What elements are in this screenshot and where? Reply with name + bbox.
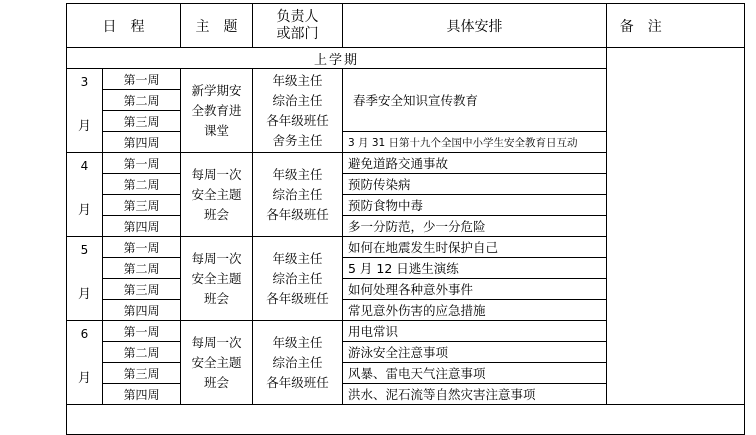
activity-cell: 洪水、泥石流等自然灾害注意事项 [343,384,607,405]
week-cell: 第一周 [103,237,181,258]
owner-cell: 年级主任 综治主任 各年级班任 [253,153,343,237]
activity-cell: 如何处理各种意外事件 [343,279,607,300]
week-cell: 第一周 [103,69,181,90]
header-plan: 具体安排 [343,4,607,48]
week-cell: 第二周 [103,90,181,111]
month-cell-june: 6 月 [67,321,103,405]
owner-cell: 年级主任 综治主任 各年级班任 [253,237,343,321]
topic-cell: 每周一次安全主题班会 [181,237,253,321]
activity-cell: 常见意外伤害的应急措施 [343,300,607,321]
activity-cell: 多一分防范，少一分危险 [343,216,607,237]
activity-cell: 如何在地震发生时保护自己 [343,237,607,258]
month-cell-may: 5 月 [67,237,103,321]
week-cell: 第四周 [103,132,181,153]
owner-cell: 年级主任 综治主任 各年级班任 [253,321,343,405]
header-row [67,4,745,48]
topic-cell: 新学期安全教育进课堂 [181,69,253,153]
week-cell: 第二周 [103,258,181,279]
activity-cell: 预防食物中毒 [343,195,607,216]
safety-schedule-table [66,3,745,435]
activity-cell: 5 月 12 日逃生演练 [343,258,607,279]
week-cell: 第三周 [103,195,181,216]
week-cell: 第三周 [103,363,181,384]
activity-cell: 春季安全知识宣传教育 [343,69,607,132]
table-row [67,405,745,435]
activity-cell: 游泳安全注意事项 [343,342,607,363]
activity-cell: 风暴、雷电天气注意事项 [343,363,607,384]
header-owner: 负责人 或部门 [253,4,343,48]
activity-cell: 用电常识 [343,321,607,342]
month-cell-march: 3 月 [67,69,103,153]
week-cell: 第一周 [103,321,181,342]
week-cell: 第二周 [103,174,181,195]
week-cell: 第四周 [103,384,181,405]
week-cell: 第四周 [103,216,181,237]
activity-cell: 避免道路交通事故 [343,153,607,174]
header-topic: 主 题 [181,4,253,48]
topic-cell: 每周一次安全主题班会 [181,321,253,405]
week-cell: 第一周 [103,153,181,174]
header-notes: 备 注 [607,4,675,48]
owner-cell: 年级主任 综治主任 各年级班任 舍务主任 [253,69,343,153]
week-cell: 第三周 [103,111,181,132]
activity-cell: 预防传染病 [343,174,607,195]
week-cell: 第二周 [103,342,181,363]
week-cell: 第三周 [103,279,181,300]
topic-cell: 每周一次安全主题班会 [181,153,253,237]
semester-row [67,48,745,69]
week-cell: 第四周 [103,300,181,321]
notes-column [607,48,745,405]
activity-cell: 3 月 31 日第十九个全国中小学生安全教育日互动 [343,132,607,153]
semester-label: 上学期 [67,48,607,69]
month-cell-april: 4 月 [67,153,103,237]
header-schedule: 日 程 [67,4,181,48]
